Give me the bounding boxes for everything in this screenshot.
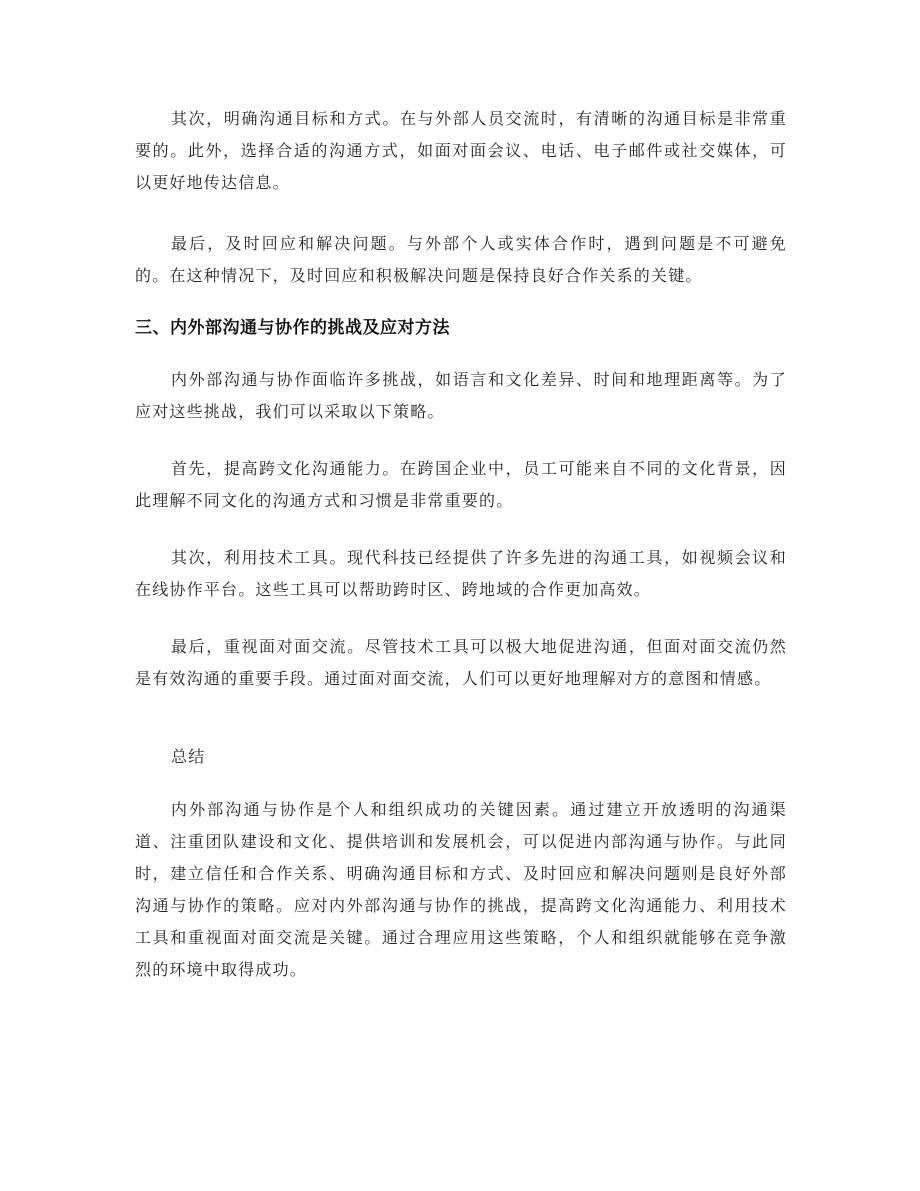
- paragraph-challenges-intro: 内外部沟通与协作面临许多挑战，如语言和文化差异、时间和地理距离等。为了应对这些挑战，我们可以采取以下策略。: [135, 370, 787, 421]
- paragraph-face-to-face: 最后，重视面对面交流。尽管技术工具可以极大地促进沟通，但面对面交流仍然是有效沟通的重要手段。通过面对面交流，人们可以更好地理解对方的意图和情感。: [135, 637, 787, 688]
- paragraph-communication-goals: 其次，明确沟通目标和方式。在与外部人员交流时，有清晰的沟通目标是非常重要的。此外，选择合适的沟通方式，如面对面会议、电话、电子邮件或社交媒体，可以更好地传达信息。: [135, 109, 787, 192]
- paragraph-technology-tools: 其次，利用技术工具。现代科技已经提供了许多先进的沟通工具，如视频会议和在线协作平台。这些工具可以帮助跨时区、跨地域的合作更加高效。: [135, 548, 787, 599]
- section-heading-challenges: 三、内外部沟通与协作的挑战及应对方法: [135, 318, 450, 338]
- paragraph-cross-cultural: 首先，提高跨文化沟通能力。在跨国企业中，员工可能来自不同的文化背景，因此理解不同文化的沟通方式和习惯是非常重要的。: [135, 459, 787, 510]
- summary-label: 总结: [171, 747, 206, 766]
- paragraph-summary: 内外部沟通与协作是个人和组织成功的关键因素。通过建立开放透明的沟通渠道、注重团队建设和文化、提供培训和发展机会，可以促进内部沟通与协作。与此同时，建立信任和合作关系、明确沟通目标和方式、及时回应和解决问题则是良好外部沟通与协作的策略。应对内外部沟通与协作的挑战，提高跨文化沟通能力、利用技术工具和重视面对面交流是关键。通过合理应用这些策略，个人和组织就能够在竞争激烈的环境中取得成功。: [135, 800, 787, 979]
- paragraph-timely-response: 最后，及时回应和解决问题。与外部个人或实体合作时，遇到问题是不可避免的。在这种情况下，及时回应和积极解决问题是保持良好合作关系的关键。: [135, 234, 787, 285]
